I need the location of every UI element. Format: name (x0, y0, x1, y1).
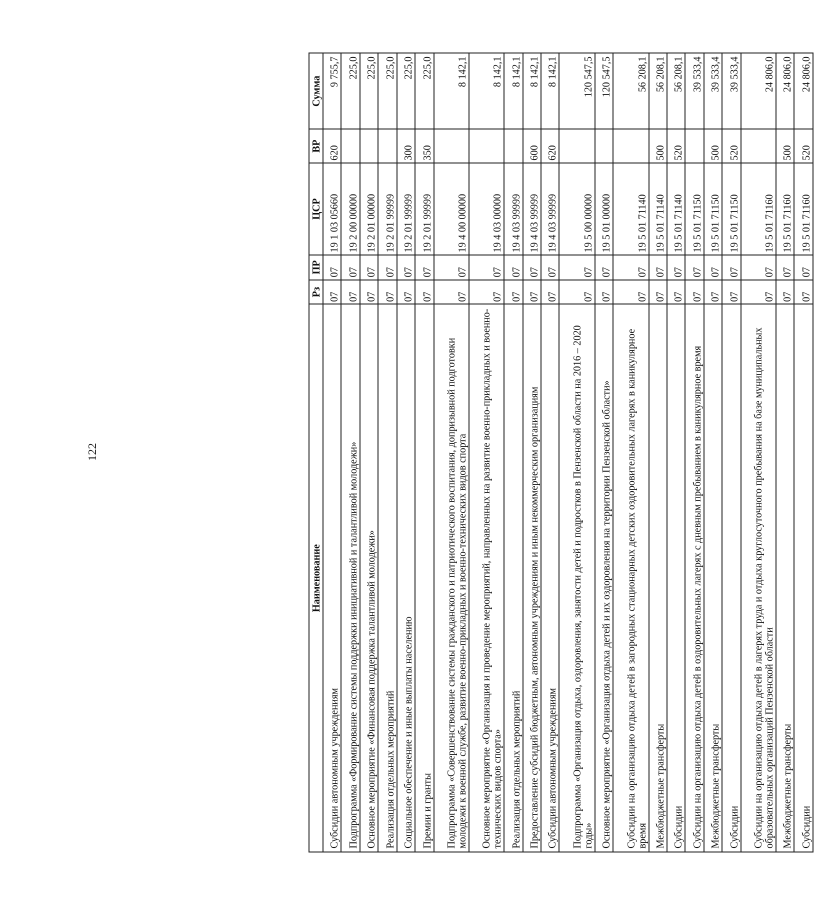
cell-pr: 07 (469, 255, 504, 280)
table-row (469, 53, 504, 852)
cell-vr (559, 129, 594, 163)
cell-sum: 39 533,4 (704, 53, 722, 129)
cell-vr (741, 129, 776, 163)
cell-rz: 07 (741, 279, 776, 304)
cell-csr: 19 2 01 00000 (360, 162, 378, 254)
cell-csr: 19 5 01 00000 (595, 162, 613, 254)
cell-rz: 07 (378, 279, 396, 304)
cell-pr: 07 (341, 255, 359, 280)
cell-pr: 07 (741, 255, 776, 280)
cell-rz: 07 (341, 279, 359, 304)
table-row (685, 53, 703, 852)
table-row (360, 53, 378, 852)
cell-csr: 19 4 03 99999 (523, 162, 541, 254)
cell-vr (613, 129, 648, 163)
cell-sum: 225,0 (378, 53, 396, 129)
cell-name: Подпрограмма «Совершенствование системы гражданского и патриотического воспитания, допризывной подготовки молодежи к военной службе, развитие военно-прикладных и военно-технических видов спорта (434, 304, 469, 852)
cell-vr (341, 129, 359, 163)
cell-sum: 9 755,7 (323, 53, 341, 129)
cell-pr: 07 (415, 255, 433, 280)
table-row (341, 53, 359, 852)
table-row (595, 53, 613, 852)
cell-rz: 07 (523, 279, 541, 304)
cell-sum: 39 533,4 (685, 53, 703, 129)
table-row (397, 53, 415, 852)
cell-name: Социальное обеспечение и иные выплаты населению (397, 304, 415, 852)
table-row (722, 53, 740, 852)
cell-csr: 19 2 01 99999 (378, 162, 396, 254)
cell-pr: 07 (722, 255, 740, 280)
table-row (434, 53, 469, 852)
header-vr: ВР (309, 129, 323, 163)
cell-pr: 07 (595, 255, 613, 280)
table-row (378, 53, 396, 852)
table-row (613, 53, 648, 852)
cell-vr: 520 (667, 129, 685, 163)
cell-rz: 07 (397, 279, 415, 304)
cell-sum: 8 142,1 (504, 53, 522, 129)
cell-vr: 500 (704, 129, 722, 163)
cell-rz: 07 (595, 279, 613, 304)
table-body (323, 53, 813, 852)
cell-name: Субсидии на организацию отдыха детей в загородных стационарных детских оздоровительных лагерях в каникулярное время (613, 304, 648, 852)
cell-vr: 300 (397, 129, 415, 163)
page-number: 122 (85, 443, 99, 461)
cell-sum: 56 208,1 (613, 53, 648, 129)
cell-csr: 19 5 01 71150 (722, 162, 740, 254)
header-sum: Сумма (309, 53, 323, 129)
cell-pr: 07 (704, 255, 722, 280)
cell-pr: 07 (378, 255, 396, 280)
cell-sum: 8 142,1 (523, 53, 541, 129)
cell-pr: 07 (360, 255, 378, 280)
table-header-row (309, 53, 323, 852)
cell-vr (595, 129, 613, 163)
cell-pr: 07 (504, 255, 522, 280)
cell-pr: 07 (794, 255, 813, 280)
cell-csr: 19 5 01 71150 (685, 162, 703, 254)
cell-rz: 07 (794, 279, 813, 304)
cell-csr: 19 4 03 99999 (541, 162, 559, 254)
cell-name: Реализация отдельных мероприятий (378, 304, 396, 852)
cell-name: Подпрограмма «Организация отдыха, оздоровления, занятости детей и подростков в Пензенской области на 2016 – 2020 годы» (559, 304, 594, 852)
cell-csr: 19 4 00 00000 (434, 162, 469, 254)
budget-table-sheet (309, 52, 814, 852)
cell-name: Субсидии автономным учреждениям (323, 304, 341, 852)
table-row (415, 53, 433, 852)
table-row (741, 53, 776, 852)
cell-rz: 07 (667, 279, 685, 304)
cell-vr (434, 129, 469, 163)
header-csr: ЦСР (309, 162, 323, 254)
cell-vr: 620 (323, 129, 341, 163)
cell-rz: 07 (415, 279, 433, 304)
cell-vr (685, 129, 703, 163)
table-row (776, 53, 794, 852)
header-rz: Рз (309, 279, 323, 304)
cell-rz: 07 (360, 279, 378, 304)
cell-name: Субсидии (667, 304, 685, 852)
cell-name: Межбюджетные трансферты (649, 304, 667, 852)
table-row (504, 53, 522, 852)
header-name: Наименование (309, 304, 323, 852)
cell-vr: 520 (794, 129, 813, 163)
cell-pr: 07 (667, 255, 685, 280)
cell-vr: 350 (415, 129, 433, 163)
cell-pr: 07 (776, 255, 794, 280)
cell-rz: 07 (704, 279, 722, 304)
table-row (323, 53, 341, 852)
cell-name: Субсидии (794, 304, 813, 852)
budget-table (309, 52, 814, 852)
cell-vr: 620 (541, 129, 559, 163)
cell-name: Основное мероприятие «Организация отдыха детей и их оздоровления на территории Пензенской области» (595, 304, 613, 852)
cell-sum: 8 142,1 (469, 53, 504, 129)
cell-sum: 24 806,0 (741, 53, 776, 129)
cell-rz: 07 (722, 279, 740, 304)
cell-rz: 07 (434, 279, 469, 304)
cell-vr (469, 129, 504, 163)
table-row (559, 53, 594, 852)
cell-name: Субсидии на организацию отдыха детей в оздоровительных лагерях с дневным пребыванием в каникулярное время (685, 304, 703, 852)
cell-vr: 520 (722, 129, 740, 163)
table-row (523, 53, 541, 852)
cell-pr: 07 (434, 255, 469, 280)
cell-sum: 24 806,0 (794, 53, 813, 129)
cell-csr: 19 4 03 00000 (469, 162, 504, 254)
cell-name: Субсидии на организацию отдыха детей в лагерях труда и отдыха круглосуточного пребывания на базе муниципальных образовательных организаций Пензенской области (741, 304, 776, 852)
cell-rz: 07 (323, 279, 341, 304)
cell-name: Основное мероприятие «Организация и проведение мероприятий, направленных на развитие военно-прикладных и военно-технических видов спорта» (469, 304, 504, 852)
cell-pr: 07 (685, 255, 703, 280)
cell-rz: 07 (559, 279, 594, 304)
cell-sum: 225,0 (397, 53, 415, 129)
table-row (649, 53, 667, 852)
cell-rz: 07 (613, 279, 648, 304)
cell-sum: 56 208,1 (649, 53, 667, 129)
cell-rz: 07 (469, 279, 504, 304)
cell-sum: 225,0 (341, 53, 359, 129)
cell-rz: 07 (649, 279, 667, 304)
cell-vr (504, 129, 522, 163)
cell-rz: 07 (541, 279, 559, 304)
cell-csr: 19 5 01 71140 (667, 162, 685, 254)
cell-name: Межбюджетные трансферты (704, 304, 722, 852)
cell-rz: 07 (776, 279, 794, 304)
cell-name: Основное мероприятие «Финансовая поддержка талантливой молодежи» (360, 304, 378, 852)
cell-name: Подпрограмма «Формирование системы поддержки инициативной и талантливой молодежи» (341, 304, 359, 852)
cell-csr: 19 5 01 71160 (776, 162, 794, 254)
cell-sum: 56 208,1 (667, 53, 685, 129)
cell-rz: 07 (685, 279, 703, 304)
cell-csr: 19 1 03 05660 (323, 162, 341, 254)
cell-name: Межбюджетные трансферты (776, 304, 794, 852)
cell-vr: 500 (776, 129, 794, 163)
cell-sum: 225,0 (360, 53, 378, 129)
header-pr: ПР (309, 255, 323, 280)
cell-csr: 19 5 01 71140 (649, 162, 667, 254)
cell-csr: 19 5 01 71160 (794, 162, 813, 254)
cell-csr: 19 5 01 71140 (613, 162, 648, 254)
cell-csr: 19 5 01 71160 (741, 162, 776, 254)
cell-name: Субсидии (722, 304, 740, 852)
cell-csr: 19 2 01 99999 (397, 162, 415, 254)
cell-name: Реализация отдельных мероприятий (504, 304, 522, 852)
cell-pr: 07 (649, 255, 667, 280)
cell-pr: 07 (541, 255, 559, 280)
cell-pr: 07 (323, 255, 341, 280)
cell-csr: 19 2 00 00000 (341, 162, 359, 254)
cell-sum: 120 547,5 (595, 53, 613, 129)
cell-csr: 19 5 01 71150 (704, 162, 722, 254)
table-row (541, 53, 559, 852)
cell-pr: 07 (523, 255, 541, 280)
table-row (704, 53, 722, 852)
cell-name: Предоставление субсидий бюджетным, автономным учреждениям и иным некоммерческим организациям (523, 304, 541, 852)
cell-vr (378, 129, 396, 163)
cell-sum: 120 547,5 (559, 53, 594, 129)
table-row (794, 53, 813, 852)
cell-sum: 8 142,1 (434, 53, 469, 129)
cell-csr: 19 4 03 99999 (504, 162, 522, 254)
cell-vr: 500 (649, 129, 667, 163)
table-row (667, 53, 685, 852)
cell-pr: 07 (397, 255, 415, 280)
cell-sum: 24 806,0 (776, 53, 794, 129)
cell-sum: 8 142,1 (541, 53, 559, 129)
cell-name: Субсидии автономным учреждениям (541, 304, 559, 852)
cell-csr: 19 2 01 99999 (415, 162, 433, 254)
cell-csr: 19 5 00 00000 (559, 162, 594, 254)
cell-pr: 07 (613, 255, 648, 280)
cell-vr: 600 (523, 129, 541, 163)
cell-pr: 07 (559, 255, 594, 280)
cell-vr (360, 129, 378, 163)
cell-name: Премии и гранты (415, 304, 433, 852)
cell-rz: 07 (504, 279, 522, 304)
cell-sum: 39 533,4 (722, 53, 740, 129)
cell-sum: 225,0 (415, 53, 433, 129)
